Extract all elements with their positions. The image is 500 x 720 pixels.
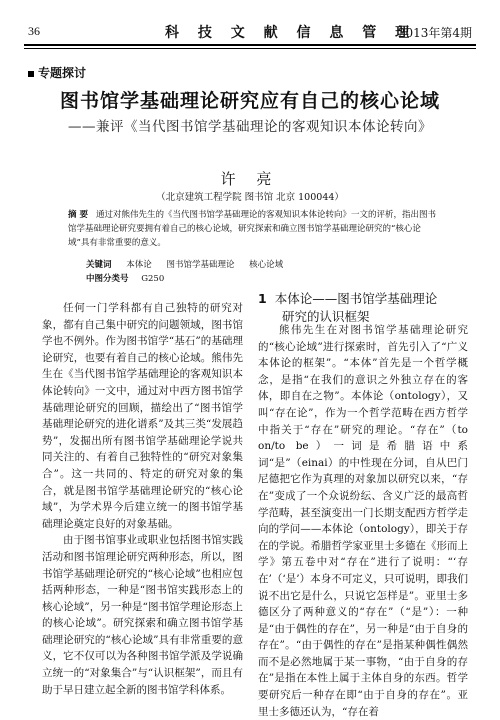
column-tag-label: 专题探讨 <box>38 66 87 80</box>
journal-name: 科 技 文 献 信 息 管 理 <box>165 25 417 41</box>
page-number: 36 <box>28 24 40 38</box>
author-affiliation: （北京建筑工程学院 图书馆 北京 100044） <box>156 192 344 203</box>
section-title-line2: 研究的认识框架 <box>282 309 370 324</box>
keyword: 本体论 <box>126 260 152 270</box>
body-column-left <box>42 300 243 698</box>
section-title-line1: 本体论——图书馆学基础理论 <box>274 291 438 306</box>
header-rule <box>24 44 476 46</box>
abstract <box>68 208 438 250</box>
article-title: 图书馆学基础理论研究应有自己的核心论域 <box>59 90 440 112</box>
abstract-text: 通过对熊伟先生的《当代图书馆学基础理论的客观知识本体论转向》一文的评析，指出图书馆学基础理论研究要拥有着自己的核心论域，研究探索和确立图书馆学基础理论研究的“核心论域”具有非常重要的意义。 <box>68 210 436 248</box>
body-paragraph: 任何一门学科都有自己独特的研究对象，都有自己集中研究的问题领域，图书馆学也不例外。作为图书馆学“基石”的基础理论研究，也要有着自己的核心论域。熊伟先生在《当代图书馆学基础理论的客观知识本体论转向》一文中，通过对中西方图书馆学基础理论研究的回顾，描绘出了“图书馆学基础理论研究的进化谱系”及其三类“发展趋势”，发掘出所有图书馆学基础理论学说共同关注的、有着自己独特性的“研究对象集合”。这一共同的、特定的研究对象的集合，就是图书馆学基础理论研究的“核心论域”，为学术界今后建立统一的图书馆学基础理论奠定良好的对象基础。 <box>42 302 243 530</box>
abstract-label: 摘 要 <box>68 210 88 220</box>
body-paragraph: 熊伟先生在对图书馆学基础理论研究的“核心论域”进行探索时，首先引入了“广义本体论的框架”。“本体”首先是一个哲学概念，是指“在我们的意识之外独立存在的客体，即自在之物”。本体论（ontology），又叫“存在论”，作为一个哲学范畴在西方哲学中指关于“存在”研究的理论。“存在”（to on/to be）一词是希腊语中系词“是”（einai）的中性现在分词，自从巴门尼德把它作为真理的对象加以研究以来，“存在”变成了一个众说纷纭、含义广泛的最高哲学范畴，甚至演变出一门长期支配西方哲学走向的学问——本体论（ontology），即关于存在的学说。希腊哲学家亚里士多德在《形而上学》第五卷中对“存在”进行了说明：“‘存在’（‘是’）本身不可定义，只可说明，即我们说不出它是什么，只说它怎样是”。亚里士多德区分了两种意义的“存在”（“是”）：一种是“由于偶性的存在”，另一种是“由于自身的存在”。“由于偶性的存在”是指某种偶性偶然而不是必然地属于某一事物，“由于自身的存在”是指在本性上属于主体自身的东西。哲学要研究后一种存在即“由于自身的存在”。亚里士多德还认为，“存在着 <box>258 324 468 718</box>
article-subtitle: ——兼评《当代图书馆学基础理论的客观知识本体论转向》 <box>68 119 432 135</box>
column-tag <box>28 64 86 81</box>
body-paragraph: 由于图书馆事业或职业包括图书馆实践活动和图书馆理论研究两种形态，所以，图书馆学基础理论研究的“核心论域”也相应包括两种形态，一种是“图书馆实践形态上的核心论域”，另一种是“图书馆学理论形态上的核心论域”。研究探索和确立图书馆学基础理论研究的“核心论域”具有非常重要的意义，它不仅可以为各种图书馆学派及学说确立统一的“对象集合”与“认识框架”，而且有助于早日建立起全新的图书馆学科体系。 <box>42 534 243 696</box>
issue-label: 2013年第4期 <box>397 26 472 40</box>
keywords <box>86 258 295 272</box>
author-name: 许 亮 <box>220 170 280 188</box>
keyword: 图书馆学基础理论 <box>166 260 235 270</box>
keywords-label: 关键词 <box>86 260 112 270</box>
square-bullet-icon <box>28 71 34 77</box>
classification-number <box>86 272 164 286</box>
section-number: 1 <box>258 291 267 306</box>
section-heading <box>258 290 468 326</box>
clc-label: 中图分类号 <box>86 274 129 284</box>
keyword: 核心论域 <box>249 260 284 270</box>
body-column-right <box>258 322 468 720</box>
page-header <box>0 0 500 58</box>
clc-value: G250 <box>141 274 165 284</box>
header-rule-thin <box>24 48 476 49</box>
